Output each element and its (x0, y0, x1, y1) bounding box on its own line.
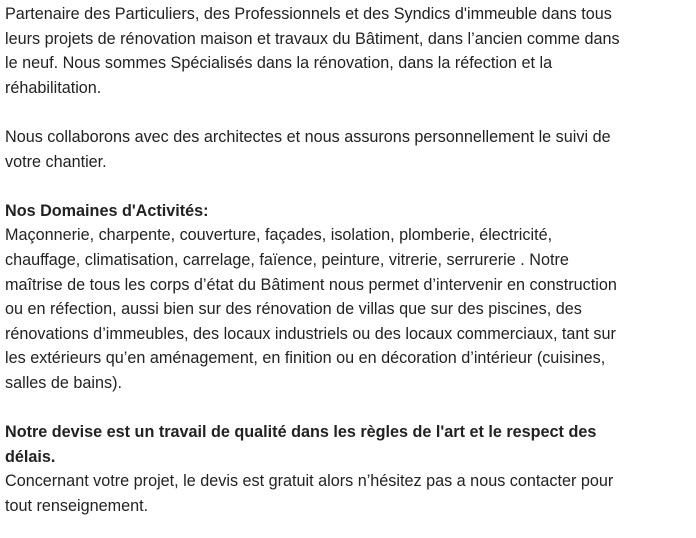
domaines-line: maîtrise de tous les corps d’état du Bâtiment nous permet d’intervenir en construction (5, 275, 617, 294)
domaines-line: rénovations d’immeubles, des locaux industriels ou des locaux commerciaux, tant sur (5, 324, 616, 343)
devise-line: Concernant votre projet, le devis est gratuit alors n’hésitez pas a nous contacter pour (5, 472, 614, 491)
intro-line: Partenaire des Particuliers, des Professionnels et des Syndics d'immeuble dans tous (5, 5, 612, 23)
intro-line: le neuf. Nous sommes Spécialisés dans la rénovation, dans la réfection et la (5, 54, 553, 73)
devise-line: tout renseignement. (5, 496, 149, 515)
intro-line: réhabilitation. (5, 78, 102, 97)
domaines-line: les extérieurs qu’en aménagement, en finition ou en décoration d’intérieur (cuisines, (5, 349, 606, 368)
collaboration-paragraph (5, 125, 691, 174)
collaboration-line: votre chantier. (5, 152, 107, 171)
intro-paragraph (5, 2, 691, 100)
domaines-section (5, 199, 691, 396)
domaines-line: salles de bains). (5, 373, 122, 392)
devise-heading: Notre devise est un travail de qualité dans les règles de l'art et le respect des (5, 423, 597, 442)
devise-section (5, 420, 691, 518)
domaines-line: ou en réfection, aussi bien sur des rénovation de villas que sur des piscines, des (5, 300, 582, 319)
devise-heading: délais. (5, 447, 56, 466)
domaines-line: chauffage, climatisation, carrelage, faïence, peinture, vitrerie, serrurerie . Notre (5, 250, 569, 269)
domaines-heading: Nos Domaines d'Activités: (5, 201, 209, 220)
domaines-line: Maçonnerie, charpente, couverture, façades, isolation, plomberie, électricité, (5, 226, 553, 245)
collaboration-line: Nous collaborons avec des architectes et nous assurons personnellement le suivi de (5, 127, 611, 146)
intro-line: leurs projets de rénovation maison et travaux du Bâtiment, dans l’ancien comme dans (5, 29, 620, 48)
